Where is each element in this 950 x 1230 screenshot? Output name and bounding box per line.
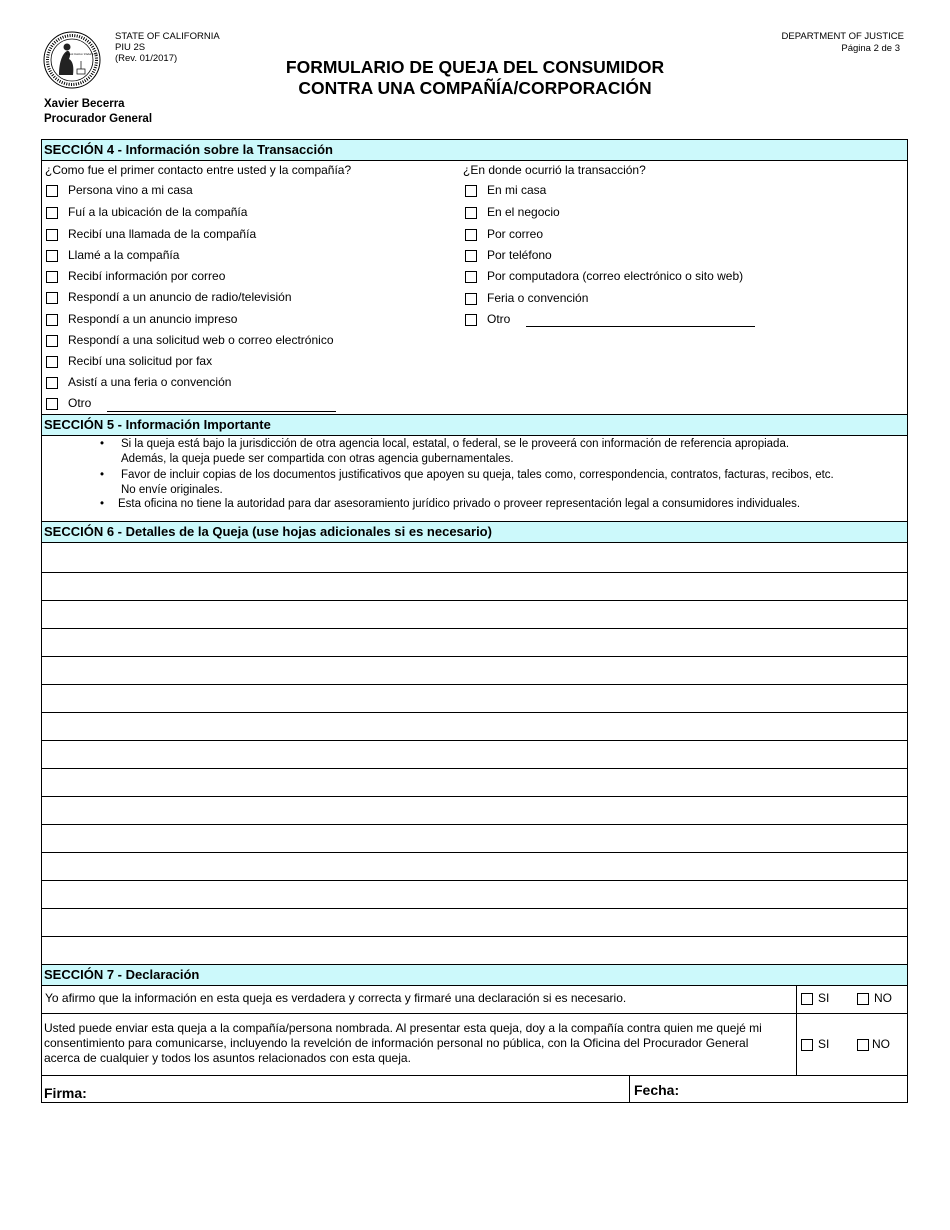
declaration-statement1: Yo afirmo que la información en esta queja es verdadera y correcta y firmaré una declaración si es necesario.: [45, 991, 627, 1005]
contact-checkbox-9[interactable]: [46, 356, 58, 368]
signature-label: Firma:: [44, 1085, 87, 1101]
seal-text: Equal Justice Under Law: [65, 52, 99, 56]
statement2-no-label: NO: [872, 1037, 890, 1051]
details-writing-line[interactable]: [42, 824, 907, 825]
statement1-no-checkbox[interactable]: [857, 993, 869, 1005]
declaration-statement2-line2: consentimiento para comunicarse, incluyendo la revelción de información personal no pública, con la Oficina del Procurador General: [44, 1036, 749, 1050]
header-state: STATE OF CALIFORNIA: [115, 31, 220, 42]
location-label-7: Otro: [487, 312, 511, 326]
official-name: Xavier Becerra: [44, 98, 125, 110]
statement1-yes-label: SI: [818, 991, 830, 1005]
contact-label-6: Respondí a un anuncio de radio/televisión: [68, 290, 292, 304]
contact-label-1: Persona vino a mi casa: [68, 183, 193, 197]
section5-bullet2-mark: •: [100, 469, 105, 481]
contact-label-9: Recibí una solicitud por fax: [68, 354, 213, 368]
official-title: Procurador General: [44, 113, 153, 125]
details-writing-line[interactable]: [42, 600, 907, 601]
location-checkbox-2[interactable]: [465, 207, 477, 219]
contact-checkbox-5[interactable]: [46, 271, 58, 283]
header-department: DEPARTMENT OF JUSTICE: [781, 31, 904, 42]
section4-location-question: ¿En donde ocurrió la transacción?: [463, 163, 646, 177]
statement1-no-label: NO: [874, 991, 892, 1005]
section5-bullet2-line1: Favor de incluir copias de los documentos justificativos que apoyen su queja, tales como, correspondencia, contratos, facturas, recibos, etc.: [121, 469, 834, 481]
location-label-3: Por correo: [487, 227, 544, 241]
details-writing-line[interactable]: [42, 740, 907, 741]
contact-label-3: Recibí una llamada de la compañía: [68, 227, 257, 241]
location-label-2: En el negocio: [487, 205, 560, 219]
details-writing-line[interactable]: [42, 908, 907, 909]
declaration-row-divider: [42, 1013, 907, 1014]
details-writing-line[interactable]: [42, 936, 907, 937]
details-writing-line[interactable]: [42, 712, 907, 713]
section5-bullet1-line1: Si la queja está bajo la jurisdicción de otra agencia local, estatal, o federal, se le proveerá con información de referencia apropiada.: [121, 438, 790, 450]
declaration-statement2-line1: Usted puede enviar esta queja a la compañía/persona nombrada. Al presentar esta queja, doy a la compañía contra quien me quejé mi: [44, 1021, 762, 1035]
statement2-yes-label: SI: [818, 1037, 830, 1051]
location-checkbox-7[interactable]: [465, 314, 477, 326]
details-writing-line[interactable]: [42, 572, 907, 573]
signature-date-divider: [629, 1076, 630, 1103]
contact-label-7: Respondí a un anuncio impreso: [68, 312, 238, 326]
header-revision: (Rev. 01/2017): [115, 53, 178, 64]
section4-heading: SECCIÓN 4 - Información sobre la Transacción: [42, 140, 907, 161]
form-title-line2: CONTRA UNA COMPAÑÍA/CORPORACIÓN: [298, 78, 652, 98]
date-field[interactable]: [687, 1078, 902, 1102]
date-label: Fecha:: [634, 1082, 680, 1098]
location-label-4: Por teléfono: [487, 248, 552, 262]
complaint-form: [41, 139, 908, 1103]
declaration-statement2: [44, 1021, 762, 1066]
location-checkbox-5[interactable]: [465, 271, 477, 283]
contact-checkbox-2[interactable]: [46, 207, 58, 219]
section5-bullet3-mark: •: [100, 498, 105, 510]
location-label-1: En mi casa: [487, 183, 547, 197]
header-page-number: Página 2 de 3: [841, 43, 900, 54]
details-writing-line[interactable]: [42, 684, 907, 685]
signature-row-top: [42, 1075, 907, 1076]
contact-checkbox-6[interactable]: [46, 292, 58, 304]
section7-heading: SECCIÓN 7 - Declaración: [42, 964, 907, 986]
location-label-6: Feria o convención: [487, 291, 589, 305]
statement2-no-checkbox[interactable]: [857, 1039, 869, 1051]
details-writing-line[interactable]: [42, 656, 907, 657]
statement2-yes-checkbox[interactable]: [801, 1039, 813, 1051]
signature-field[interactable]: [112, 1078, 622, 1102]
location-other-input[interactable]: [526, 326, 755, 327]
header-form-id: PIU 2S: [115, 42, 146, 53]
contact-checkbox-8[interactable]: [46, 335, 58, 347]
form-title: [0, 57, 950, 99]
location-checkbox-6[interactable]: [465, 293, 477, 305]
contact-label-10: Asistí a una feria o convención: [68, 375, 232, 389]
contact-label-5: Recibí información por correo: [68, 269, 226, 283]
contact-checkbox-10[interactable]: [46, 377, 58, 389]
location-label-5: Por computadora (correo electrónico o sito web): [487, 269, 744, 283]
location-checkbox-3[interactable]: [465, 229, 477, 241]
contact-label-11: Otro: [68, 396, 92, 410]
details-writing-line[interactable]: [42, 852, 907, 853]
location-checkbox-1[interactable]: [465, 185, 477, 197]
contact-label-8: Respondí a una solicitud web o correo electrónico: [68, 333, 334, 347]
section5-bullet2-line2: No envíe originales.: [121, 484, 223, 496]
section4-contact-question: ¿Como fue el primer contacto entre usted y la compañía?: [45, 163, 352, 177]
contact-checkbox-4[interactable]: [46, 250, 58, 262]
contact-checkbox-3[interactable]: [46, 229, 58, 241]
section5-bullet1-mark: •: [100, 438, 105, 450]
section5-bullet3: Esta oficina no tiene la autoridad para dar asesoramiento jurídico privado o proveer representación legal a consumidores individuales.: [118, 498, 801, 510]
details-writing-line[interactable]: [42, 880, 907, 881]
declaration-statement2-line3: acerca de cualquier y todos los asuntos relacionados con esta queja.: [44, 1051, 411, 1065]
declaration-answer-divider: [796, 985, 797, 1076]
header-dept-info: [782, 31, 904, 54]
attorney-general-block: [44, 97, 152, 127]
contact-other-input[interactable]: [107, 411, 336, 412]
details-writing-line[interactable]: [42, 768, 907, 769]
details-writing-line[interactable]: [42, 628, 907, 629]
contact-checkbox-11[interactable]: [46, 398, 58, 410]
details-writing-line[interactable]: [42, 796, 907, 797]
section5-heading: SECCIÓN 5 - Información Importante: [42, 414, 907, 436]
form-title-line1: FORMULARIO DE QUEJA DEL CONSUMIDOR: [285, 57, 665, 77]
contact-label-4: Llamé a la compañía: [68, 248, 180, 262]
contact-label-2: Fuí a la ubicación de la compañía: [68, 205, 248, 219]
contact-checkbox-1[interactable]: [46, 185, 58, 197]
section6-heading: SECCIÓN 6 - Detalles de la Queja (use hojas adicionales si es necesario): [42, 521, 907, 543]
statement1-yes-checkbox[interactable]: [801, 993, 813, 1005]
contact-checkbox-7[interactable]: [46, 314, 58, 326]
section5-bullet1-line2: Además, la queja puede ser compartida con otras agencia gubernamentales.: [121, 453, 514, 465]
location-checkbox-4[interactable]: [465, 250, 477, 262]
